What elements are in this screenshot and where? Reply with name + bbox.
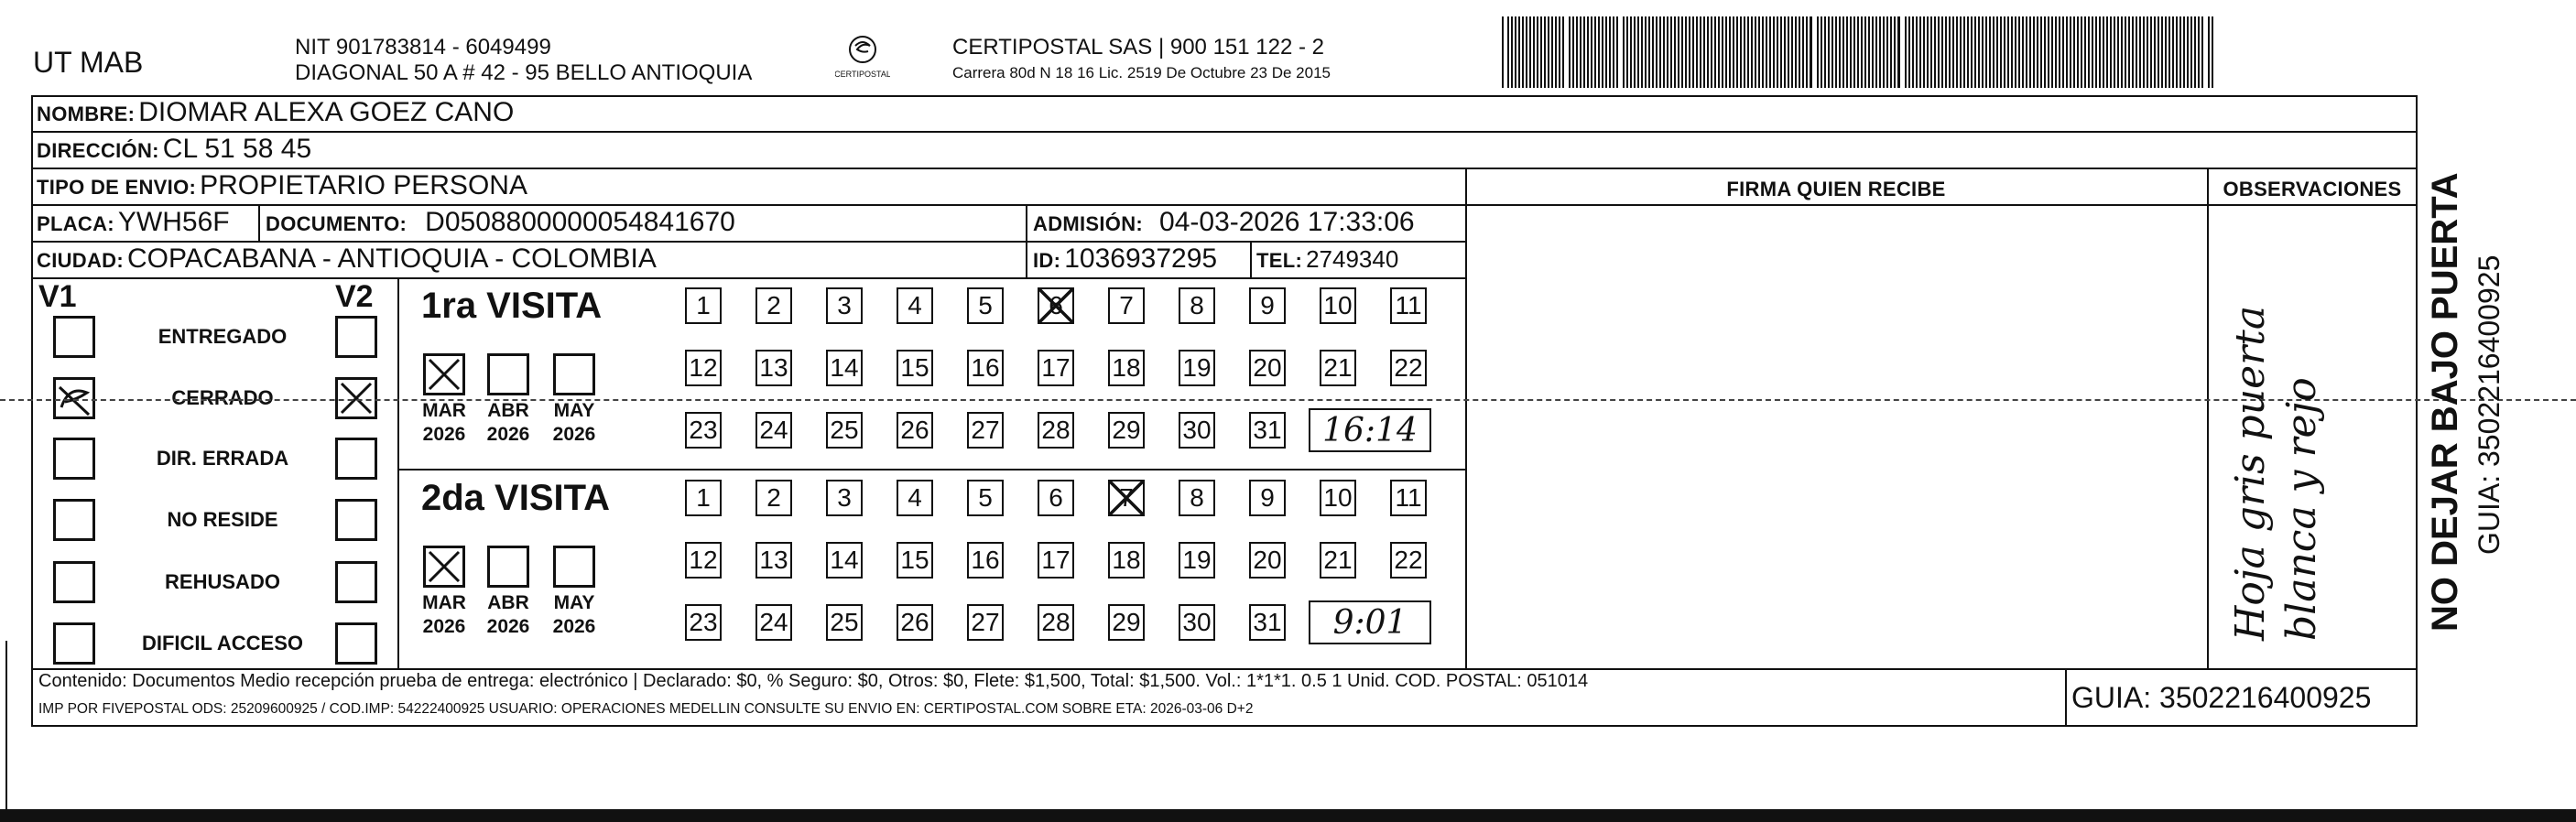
day-box[interactable]: 28: [1038, 412, 1074, 449]
month-name: MAY: [553, 592, 595, 613]
row-line: [31, 131, 2418, 133]
day-box[interactable]: 28: [1038, 604, 1074, 641]
col-line: [2065, 668, 2067, 727]
day-box[interactable]: 7: [1108, 480, 1145, 516]
placa-cell: [37, 207, 230, 238]
time-handwritten: 16:14: [1322, 411, 1418, 449]
tipo-label: TIPO DE ENVIO:: [37, 176, 197, 199]
footer-imp: IMP POR FIVEPOSTAL ODS: 25209600925 / COD.IMP: 54222400925 USUARIO: OPERACIONES MEDELLIN CONSULTE SU ENVIO EN: CERTIPOSTAL.COM SOBRE ETA: 2026-03-06 D+2: [38, 701, 1254, 717]
tipo-value: PROPIETARIO PERSONA: [200, 170, 527, 200]
certipostal-logo: [835, 33, 890, 88]
col-line: [1250, 241, 1252, 277]
ciudad-cell: [37, 243, 657, 275]
v2-checkbox[interactable]: [335, 622, 377, 665]
v2-checkbox[interactable]: [335, 316, 377, 358]
day-box[interactable]: 27: [967, 412, 1004, 449]
day-box[interactable]: 31: [1249, 412, 1286, 449]
month-name: ABR: [487, 400, 529, 421]
month-year: 2026: [552, 616, 596, 637]
right-column-divider: [2416, 95, 2418, 672]
month-checkbox-may[interactable]: [553, 546, 595, 588]
month-name: MAR: [422, 592, 466, 613]
day-box[interactable]: 23: [685, 412, 722, 449]
status-label: CERRADO: [171, 386, 274, 409]
v2-checkbox[interactable]: [335, 438, 377, 480]
ciudad-label: CIUDAD:: [37, 249, 124, 272]
ciudad-value: COPACABANA - ANTIOQUIA - COLOMBIA: [126, 243, 657, 274]
page-edge-left: [5, 641, 7, 809]
nombre-value: DIOMAR ALEXA GOEZ CANO: [138, 97, 515, 127]
svg-text:CERTIPOSTAL: CERTIPOSTAL: [835, 70, 890, 79]
day-box[interactable]: 1: [685, 287, 722, 324]
day-box[interactable]: 24: [755, 604, 792, 641]
day-box[interactable]: 4: [897, 287, 933, 324]
status-label: NO RESIDE: [167, 508, 278, 531]
day-box[interactable]: 4: [897, 480, 933, 516]
id-value: 1036937295: [1064, 243, 1218, 274]
v1-checkbox[interactable]: [53, 499, 95, 541]
month-year: 2026: [422, 424, 466, 445]
day-box[interactable]: 11: [1390, 480, 1427, 516]
footer-guia: GUIA: 3502216400925: [2071, 681, 2372, 714]
v1-checkbox[interactable]: [53, 377, 95, 419]
documento-value: D0508800000054841670: [425, 207, 735, 237]
time-handwritten: 9:01: [1332, 603, 1408, 642]
day-box[interactable]: 22: [1390, 350, 1427, 386]
month-year: 2026: [486, 424, 530, 445]
status-label: DIFICIL ACCESO: [141, 632, 303, 654]
sender-address: DIAGONAL 50 A # 42 - 95 BELLO ANTIOQUIA: [295, 60, 753, 85]
day-box[interactable]: 19: [1179, 542, 1215, 579]
col-line: [2207, 168, 2209, 668]
footer-contenido: Contenido: Documentos Medio recepción prueba de entrega: electrónico | Declarado: $0, % Seguro: $0, Otros: $0, Flete: $1,500, Total: $1,500. Vol.: 1*1*1. 0.5 1 Unid. COD. POSTAL: 051014: [38, 671, 1589, 691]
documento-label: DOCUMENTO:: [266, 212, 408, 235]
v1-header: V1: [38, 279, 77, 314]
day-box[interactable]: 14: [826, 542, 863, 579]
day-box[interactable]: 26: [897, 604, 933, 641]
signature-area[interactable]: [1467, 206, 2207, 668]
month-checkbox-mar[interactable]: [423, 353, 465, 395]
placa-value: YWH56F: [117, 207, 230, 237]
observaciones-header: OBSERVACIONES: [2223, 178, 2402, 200]
observaciones-handwriting: Hoja gris puerta blanca y rejo: [2227, 305, 2325, 641]
day-box[interactable]: 20: [1249, 542, 1286, 579]
day-box[interactable]: 8: [1179, 287, 1215, 324]
day-box[interactable]: 11: [1390, 287, 1427, 324]
status-label: DIR. ERRADA: [156, 447, 289, 470]
day-box[interactable]: 16: [967, 542, 1004, 579]
day-box[interactable]: 1: [685, 480, 722, 516]
month-label: [417, 591, 472, 639]
day-box[interactable]: 7: [1108, 287, 1145, 324]
courier-license: Carrera 80d N 18 16 Lic. 2519 De Octubre 23 De 2015: [952, 64, 1331, 81]
row-line: [31, 168, 2418, 169]
day-box[interactable]: 10: [1320, 287, 1356, 324]
admision-value: 04-03-2026 17:33:06: [1159, 207, 1415, 237]
month-label: [547, 399, 602, 447]
day-box[interactable]: 9: [1249, 287, 1286, 324]
day-box[interactable]: 20: [1249, 350, 1286, 386]
day-box[interactable]: 27: [967, 604, 1004, 641]
day-box[interactable]: 25: [826, 412, 863, 449]
page-edge-bottom: [0, 809, 2576, 822]
day-box[interactable]: 25: [826, 604, 863, 641]
day-box[interactable]: 18: [1108, 542, 1145, 579]
v2-checkbox[interactable]: [335, 561, 377, 603]
direccion-row: [37, 134, 311, 165]
tipo-row: [37, 170, 527, 201]
month-year: 2026: [552, 424, 596, 445]
day-box[interactable]: 17: [1038, 542, 1074, 579]
nombre-label: NOMBRE:: [37, 103, 136, 125]
tel-label: TEL:: [1256, 249, 1303, 272]
status-label: ENTREGADO: [158, 325, 288, 348]
day-box[interactable]: 9: [1249, 480, 1286, 516]
day-box[interactable]: 13: [755, 350, 792, 386]
status-label: REHUSADO: [165, 570, 280, 593]
day-box[interactable]: 29: [1108, 604, 1145, 641]
barcode: [1502, 16, 2216, 88]
day-box[interactable]: 3: [826, 287, 863, 324]
admision-cell: [1033, 207, 1415, 238]
month-name: MAY: [553, 400, 595, 421]
day-box[interactable]: 12: [685, 350, 722, 386]
col-line: [258, 204, 260, 241]
v2-checkbox[interactable]: [335, 377, 377, 419]
day-box[interactable]: 26: [897, 412, 933, 449]
direccion-label: DIRECCIÓN:: [37, 139, 159, 162]
day-box[interactable]: 6: [1038, 480, 1074, 516]
v1-checkbox[interactable]: [53, 316, 95, 358]
day-box[interactable]: 3: [826, 480, 863, 516]
tel-value: 2749340: [1306, 245, 1399, 273]
day-box[interactable]: 15: [897, 350, 933, 386]
day-box[interactable]: 24: [755, 412, 792, 449]
month-year: 2026: [486, 616, 530, 637]
month-label: [481, 591, 536, 639]
id-cell: [1033, 243, 1217, 275]
month-checkbox-may[interactable]: [553, 353, 595, 395]
nombre-row: [37, 97, 514, 128]
month-checkbox-mar[interactable]: [423, 546, 465, 588]
day-box[interactable]: 13: [755, 542, 792, 579]
day-box[interactable]: 14: [826, 350, 863, 386]
day-box[interactable]: 5: [967, 480, 1004, 516]
month-label: [481, 399, 536, 447]
visit1-title: 1ra VISITA: [421, 286, 603, 326]
day-box[interactable]: 19: [1179, 350, 1215, 386]
month-name: ABR: [487, 592, 529, 613]
v1-checkbox[interactable]: [53, 622, 95, 665]
time-box[interactable]: [1309, 408, 1431, 452]
v1-checkbox[interactable]: [53, 438, 95, 480]
v2-checkbox[interactable]: [335, 499, 377, 541]
day-box[interactable]: 2: [755, 480, 792, 516]
time-box[interactable]: [1309, 600, 1431, 644]
month-name: MAR: [422, 400, 466, 421]
day-box[interactable]: 6: [1038, 287, 1074, 324]
month-label: [547, 591, 602, 639]
day-box[interactable]: 22: [1390, 542, 1427, 579]
day-box[interactable]: 2: [755, 287, 792, 324]
no-dejar-warning: NO DEJAR BAJO PUERTA: [2425, 172, 2465, 632]
firma-header: FIRMA QUIEN RECIBE: [1726, 178, 1946, 200]
v2-header: V2: [335, 279, 374, 314]
month-checkbox-abr[interactable]: [487, 546, 529, 588]
documento-cell: [266, 207, 735, 238]
row-line: [397, 469, 1465, 470]
courier-company: CERTIPOSTAL SAS | 900 151 122 - 2: [952, 35, 1324, 59]
col-line: [397, 277, 399, 668]
day-box[interactable]: 30: [1179, 604, 1215, 641]
tel-cell: [1256, 245, 1398, 274]
day-box[interactable]: 23: [685, 604, 722, 641]
sender-nit: NIT 901783814 - 6049499: [295, 35, 551, 59]
day-box[interactable]: 17: [1038, 350, 1074, 386]
col-line: [1026, 204, 1027, 277]
placa-label: PLACA:: [37, 212, 114, 235]
day-box[interactable]: 8: [1179, 480, 1215, 516]
v1-checkbox[interactable]: [53, 561, 95, 603]
row-line: [31, 277, 1465, 279]
day-box[interactable]: 31: [1249, 604, 1286, 641]
day-box[interactable]: 21: [1320, 542, 1356, 579]
row-line: [31, 668, 2418, 670]
month-year: 2026: [422, 616, 466, 637]
day-box[interactable]: 29: [1108, 412, 1145, 449]
id-label: ID:: [1033, 249, 1061, 272]
day-box[interactable]: 18: [1108, 350, 1145, 386]
day-box[interactable]: 5: [967, 287, 1004, 324]
visit2-title: 2da VISITA: [421, 478, 610, 518]
direccion-value: CL 51 58 45: [162, 134, 312, 164]
day-box[interactable]: 12: [685, 542, 722, 579]
day-box[interactable]: 16: [967, 350, 1004, 386]
month-label: [417, 399, 472, 447]
day-box[interactable]: 15: [897, 542, 933, 579]
month-checkbox-abr[interactable]: [487, 353, 529, 395]
sender: UT MAB: [33, 46, 144, 79]
day-box[interactable]: 21: [1320, 350, 1356, 386]
day-box[interactable]: 30: [1179, 412, 1215, 449]
admision-label: ADMISIÓN:: [1033, 212, 1144, 235]
guia-vertical: GUIA: 3502216400925: [2473, 254, 2505, 555]
day-box[interactable]: 10: [1320, 480, 1356, 516]
